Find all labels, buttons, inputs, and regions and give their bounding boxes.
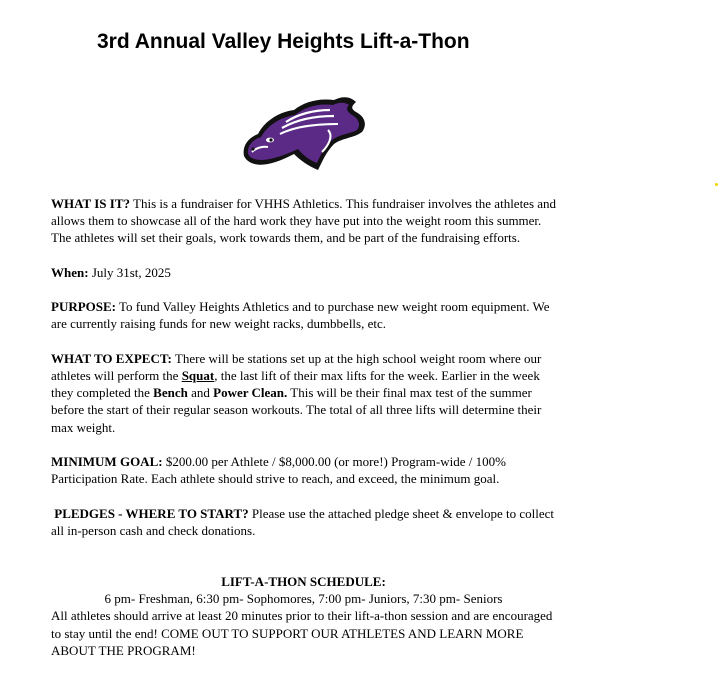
decorative-dot	[715, 183, 718, 186]
expect-label: WHAT TO EXPECT:	[51, 350, 172, 366]
goal-label: MINIMUM GOAL:	[51, 453, 163, 469]
flyer-body	[51, 195, 563, 659]
schedule-note: All athletes should arrive at least 20 minutes prior to their lift-a-thon session and are encouraged to stay until the end! COME OUT TO SUPPORT OUR ATHLETES AND LEARN MORE ABOUT THE PROGRAM!	[51, 608, 553, 658]
expect-and: and	[187, 385, 214, 401]
purpose-text: To fund Valley Heights Athletics and to purchase new weight room equipment. We are currently raising funds for new weight racks, dumbbells, etc.	[51, 299, 550, 332]
page-title: 3rd Annual Valley Heights Lift-a-Thon	[97, 30, 470, 53]
power-clean-term: Power Clean.	[213, 385, 288, 401]
expect-text-2: , the last lift of their max lifts for the week. Earlier in the week they completed the	[51, 367, 540, 401]
expect-text-1: There will be stations set up at the high school weight room where our athletes will perform the	[51, 350, 542, 383]
schedule-times: 6 pm- Freshman, 6:30 pm- Sophomores, 7:00 pm- Juniors, 7:30 pm- Seniors	[104, 591, 503, 607]
expect-text-3: This will be their final max test of the summer before the start of their regular season workouts. The total of all three lifts will determine their max weight.	[51, 385, 542, 435]
bronco-horse-head-logo-icon	[238, 94, 368, 174]
goal-paragraph	[51, 453, 563, 487]
expect-paragraph	[51, 350, 563, 436]
bench-term: Bench	[153, 385, 188, 401]
squat-term: Squat	[181, 367, 215, 383]
what-is-it-label: WHAT IS IT?	[51, 196, 130, 211]
schedule-title: LIFT-A-THON SCHEDULE:	[221, 573, 386, 589]
what-is-it-text: This is a fundraiser for VHHS Athletics. This fundraiser involves the athletes and allows them to showcase all of the hard work they have put into the weight room this summer. The athletes will set their goals, work towards them, and be part of the fundraising efforts.	[51, 196, 557, 246]
when-text: July 31st, 2025	[88, 264, 171, 280]
purpose-paragraph	[51, 298, 563, 332]
when-paragraph	[51, 264, 563, 281]
pledges-paragraph	[51, 505, 563, 539]
pledges-label: PLEDGES - WHERE TO START?	[54, 505, 249, 521]
what-is-it-paragraph	[51, 195, 563, 247]
when-label: When:	[51, 264, 89, 280]
purpose-label: PURPOSE:	[51, 299, 116, 315]
pledges-text: Please use the attached pledge sheet & envelope to collect all in-person cash and check donations.	[51, 505, 554, 538]
goal-text: $200.00 per Athlete / $8,000.00 (or more!) Program-wide / 100% Participation Rate. Each athlete should strive to reach, and exceed, the minimum goal.	[51, 453, 506, 487]
